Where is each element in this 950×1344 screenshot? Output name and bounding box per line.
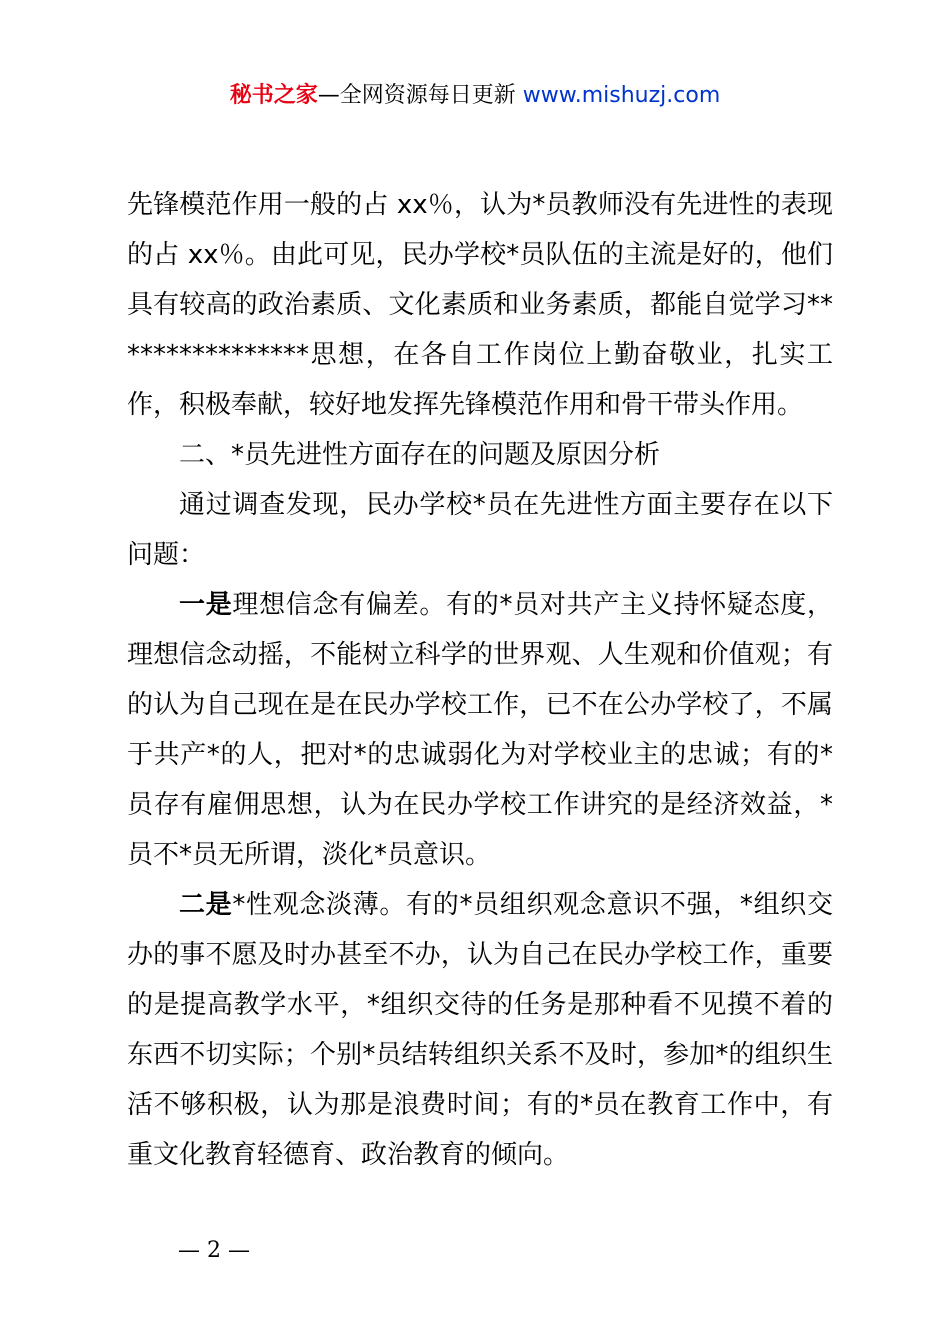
brand-name: 秘书之家 <box>229 83 318 108</box>
page-header <box>0 80 950 112</box>
paragraph-4-lead: 一是 <box>179 590 233 620</box>
paragraph-5 <box>127 880 833 1180</box>
paragraph-3-text: 通过调查发现，民办学校*员在先进性方面主要存在以下问题： <box>127 490 833 570</box>
document-body <box>127 180 833 1180</box>
paragraph-1 <box>127 180 833 430</box>
paragraph-3 <box>127 480 833 580</box>
paragraph-1-text: 先锋模范作用一般的占 xx％，认为*员教师没有先进性的表现的占 xx％。由此可见，民办学校*员队伍的主流是好的，他们具有较高的政治素质、文化素质和业务素质，都能自觉学习****************思想，在各自工作岗位上勤奋敬业，扎实工作，积极奉献，较好地发挥先锋模范作用和骨干带头作用。 <box>127 190 833 420</box>
paragraph-4-text: 理想信念有偏差。有的*员对共产主义持怀疑态度，理想信念动摇，不能树立科学的世界观、人生观和价值观；有的认为自己现在是在民办学校工作，已不在公办学校了，不属于共产*的人，把对*的忠诚弱化为对学校业主的忠诚；有的*员存有雇佣思想，认为在民办学校工作讲究的是经济效益，*员不*员无所谓，淡化*员意识。 <box>127 590 833 870</box>
section-heading-text: 二、*员先进性方面存在的问题及原因分析 <box>179 440 661 470</box>
paragraph-4 <box>127 580 833 880</box>
site-url[interactable]: www.mishuzj.com <box>522 83 721 108</box>
section-heading <box>127 430 833 480</box>
paragraph-5-text: *性观念淡薄。有的*员组织观念意识不强，*组织交办的事不愿及时办甚至不办，认为自己在民办学校工作，重要的是提高教学水平，*组织交待的任务是那种看不见摸不着的东西不切实际；个别*员结转组织关系不及时，参加*的组织生活不够积极，认为那是浪费时间；有的*员在教育工作中，有重文化教育轻德育、政治教育的倾向。 <box>127 890 833 1170</box>
header-tagline: —全网资源每日更新 <box>317 83 523 108</box>
page-number: — 2 — <box>178 1238 250 1263</box>
paragraph-5-lead: 二是 <box>179 890 233 920</box>
